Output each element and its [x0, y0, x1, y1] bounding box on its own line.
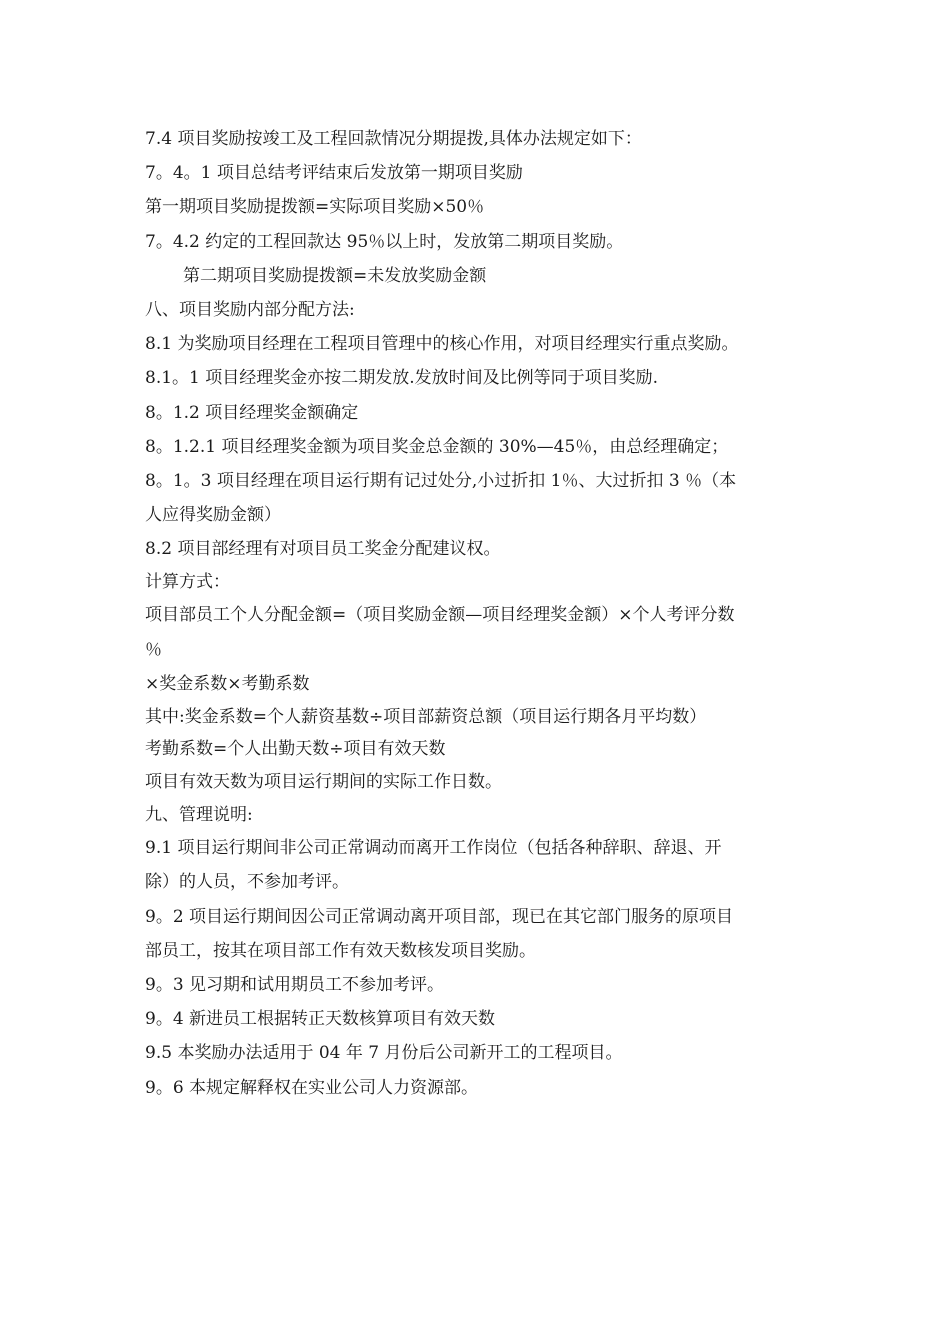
text-line-9-1: 9.1 项目运行期间非公司正常调动而离开工作岗位（包括各种辞职、辞退、开: [145, 838, 722, 859]
document-body: [145, 122, 815, 1105]
text-line-9-3: 9。3 见习期和试用期员工不参加考评。: [145, 974, 445, 995]
text-line-calc-method: 计算方式：: [145, 572, 230, 593]
text-line-8-1-3-cont: 人应得奖励金额）: [145, 505, 281, 526]
text-line-formula-cont: ×奖金系数×考勤系数: [145, 673, 310, 694]
text-line-second-payment: 第二期项目奖励提拨额=未发放奖励金额: [183, 265, 487, 286]
text-line-bonus-coefficient: 其中:奖金系数=个人薪资基数÷项目部薪资总额（项目运行期各月平均数）: [145, 707, 707, 727]
text-line-9-2: 9。2 项目运行期间因公司正常调动离开项目部，现已在其它部门服务的原项目: [145, 906, 734, 927]
text-line-7-4: 7.4 项目奖励按竣工及工程回款情况分期提拨,具体办法规定如下：: [145, 129, 642, 149]
text-line-8-1-2-1: 8。1.2.1 项目经理奖金额为项目奖金总金额的 30%—45％，由总经理确定；: [145, 436, 729, 457]
text-line-formula-percent: ％: [145, 639, 162, 660]
text-line-8-1: 8.1 为奖励项目经理在工程项目管理中的核心作用，对项目经理实行重点奖励。: [145, 334, 739, 355]
text-line-7-4-2: 7。4.2 约定的工程回款达 95％以上时，发放第二期项目奖励。: [145, 231, 624, 252]
text-line-9-6: 9。6 本规定解释权在实业公司人力资源部。: [145, 1077, 479, 1098]
text-line-8-1-1: 8.1。1 项目经理奖金亦按二期发放.发放时间及比例等同于项目奖励.: [145, 368, 659, 389]
text-line-effective-days: 项目有效天数为项目运行期间的实际工作日数。: [145, 772, 502, 792]
text-line-7-4-1: 7。4。1 项目总结考评结束后发放第一期项目奖励: [145, 163, 523, 184]
text-line-8-1-2: 8。1.2 项目经理奖金额确定: [145, 402, 359, 423]
text-line-formula: 项目部员工个人分配金额=（项目奖励金额—项目经理奖金额）×个人考评分数: [145, 605, 735, 626]
section-heading-9: 九、管理说明:: [145, 805, 253, 826]
text-line-8-1-3: 8。1。3 项目经理在项目运行期有记过处分,小过折扣 1％、大过折扣 3 ％（本: [145, 470, 737, 491]
text-line-9-5: 9.5 本奖励办法适用于 04 年 7 月份后公司新开工的工程项目。: [145, 1043, 623, 1064]
text-line-first-payment: 第一期项目奖励提拨额=实际项目奖励×50％: [145, 197, 485, 218]
text-line-8-2: 8.2 项目部经理有对项目员工奖金分配建议权。: [145, 539, 501, 560]
text-line-attendance-coefficient: 考勤系数=个人出勤天数÷项目有效天数: [145, 739, 446, 759]
text-line-9-4: 9。4 新进员工根据转正天数核算项目有效天数: [145, 1009, 496, 1030]
section-heading-8: 八、项目奖励内部分配方法:: [145, 299, 355, 320]
text-line-9-2-cont: 部员工，按其在项目部工作有效天数核发项目奖励。: [145, 940, 536, 961]
text-line-9-1-cont: 除）的人员，不参加考评。: [145, 872, 349, 893]
